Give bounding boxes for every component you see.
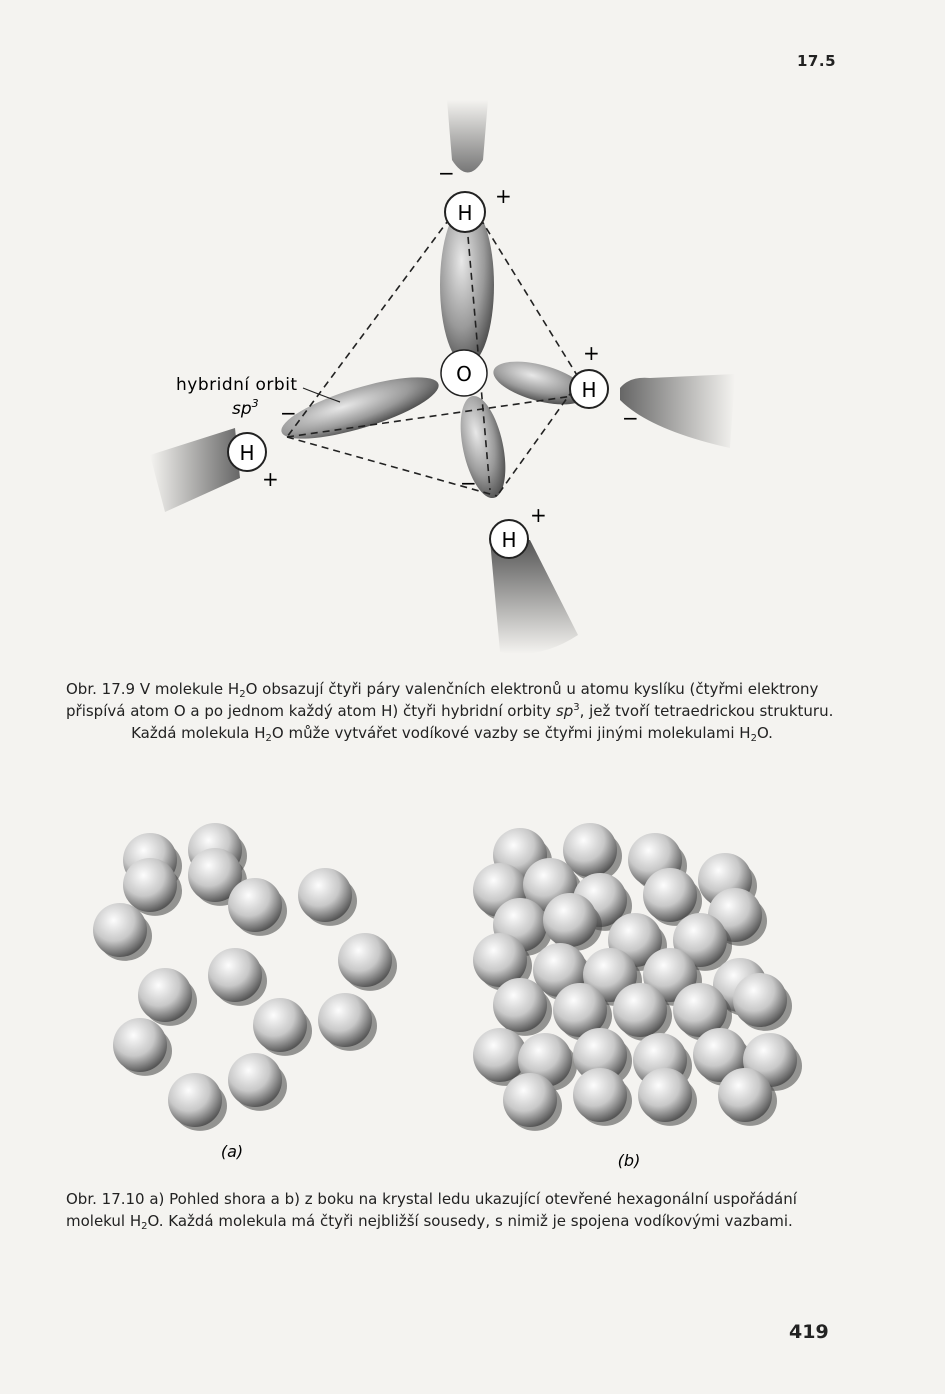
minus-sign: − [438, 161, 455, 185]
ice-crystal-top-view [93, 823, 397, 1131]
water-tetrahedron-figure [0, 90, 945, 670]
hydrogen-atom-bottom [490, 520, 528, 558]
ice-crystal-figure [0, 800, 945, 1180]
hydrogen-label: H [581, 378, 597, 402]
molecule-sphere [643, 868, 697, 922]
figure-caption-17-9: Obr. 17.9 V molekule $H_2O$ obsazují čtyři páry valenčních elektronů u atomu kyslíku (čtyřmi elektrony přispívá atom O a po jednom každý atom H) čtyři hybridní orbity $sp^3$, jež tvoří tetraedrickou strukturu. Každá molekula $H_2O$ může vytvářet vodíkové vazby se čtyřmi jinými molekulami $H_2O$. [66, 680, 834, 744]
minus-sign: − [460, 471, 477, 495]
molecule-sphere [493, 978, 547, 1032]
figure-caption-17-10: Obr. 17.10 a) Pohled shora a b) z boku na krystal ledu ukazující otevřené hexagonální uspořádání molekul $H_2O$. Každá molekula má čtyři nejbližší sousedy, s nimiž je spojena vodíkovými vazbami. [66, 1190, 797, 1232]
molecule-sphere [93, 903, 147, 957]
minus-sign: − [622, 406, 639, 430]
molecule-sphere [543, 893, 597, 947]
ice-crystal-side-view [473, 823, 802, 1131]
molecule-sphere [613, 983, 667, 1037]
page-number: 419 [789, 1321, 829, 1343]
molecule-sphere [298, 868, 352, 922]
hydrogen-label: H [239, 441, 255, 465]
hydrogen-label: H [501, 528, 517, 552]
molecule-sphere [318, 993, 372, 1047]
orbital-lobe-left [276, 365, 445, 451]
plus-sign: + [583, 341, 600, 365]
figure-label-a: (a) [220, 1142, 244, 1161]
molecule-sphere [638, 1068, 692, 1122]
tetrahedron-edges [287, 218, 580, 496]
molecule-sphere [113, 1018, 167, 1072]
hydrogen-atom-top [445, 192, 485, 232]
molecule-sphere [228, 1053, 282, 1107]
molecule-sphere [573, 1068, 627, 1122]
minus-sign: − [280, 401, 297, 425]
sp3-label: $sp^3$ [232, 397, 259, 419]
molecule-sphere [718, 1068, 772, 1122]
oxygen-label: O [456, 362, 472, 386]
plus-sign: + [495, 184, 512, 208]
oxygen-atom [441, 350, 487, 396]
figure-label-b: (b) [617, 1151, 641, 1170]
molecule-sphere [138, 968, 192, 1022]
molecule-sphere [733, 973, 787, 1027]
molecule-sphere [123, 858, 177, 912]
molecule-sphere [168, 1073, 222, 1127]
molecule-sphere [338, 933, 392, 987]
molecule-sphere [503, 1073, 557, 1127]
molecule-sphere [253, 998, 307, 1052]
hydrogen-atom-left [228, 433, 266, 471]
neighbor-cone-left [150, 428, 240, 512]
plus-sign: + [262, 467, 279, 491]
section-number: 17.5 [797, 52, 837, 70]
hybrid-orbital-label: hybridní orbit [176, 375, 298, 395]
hydrogen-label: H [457, 201, 473, 225]
molecule-sphere [208, 948, 262, 1002]
hydrogen-atom-right [570, 370, 608, 408]
molecule-sphere [228, 878, 282, 932]
plus-sign: + [530, 503, 547, 527]
